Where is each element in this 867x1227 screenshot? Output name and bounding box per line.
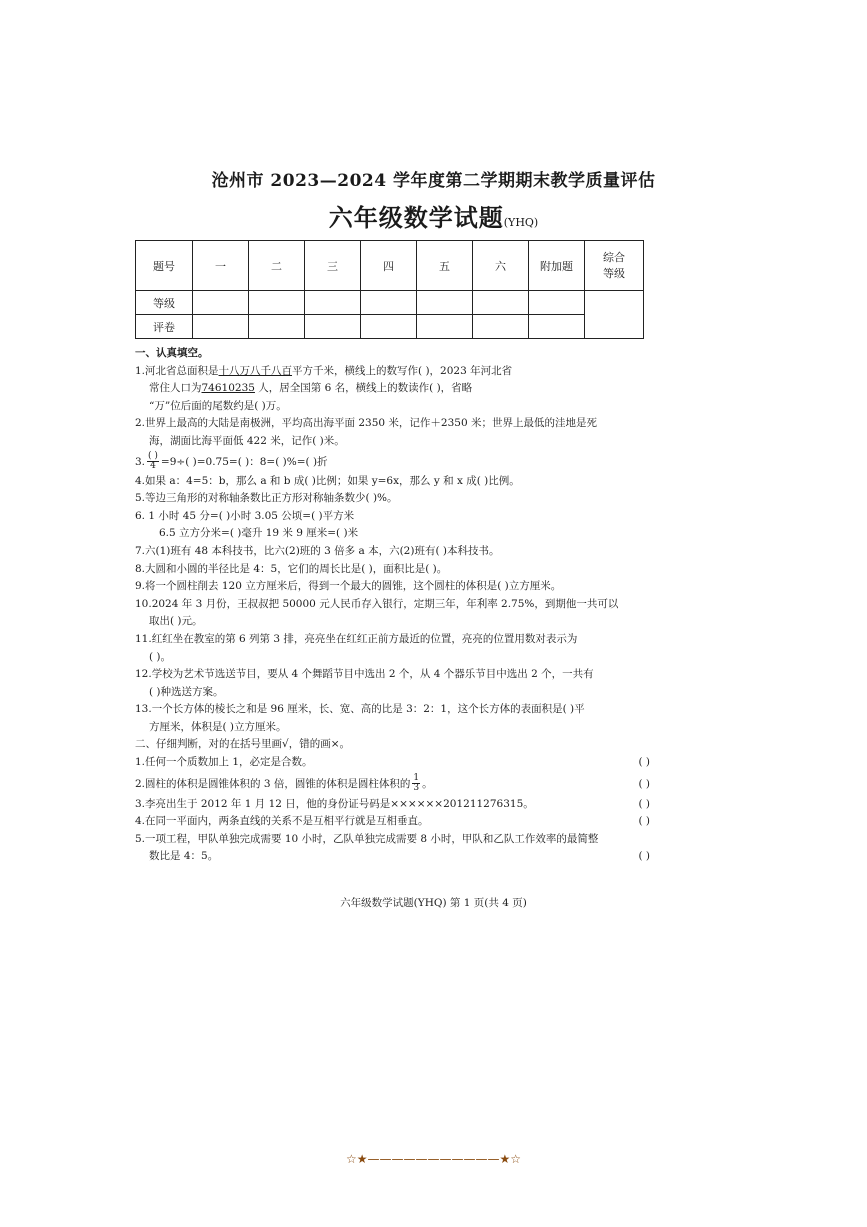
exam-title: 沧州市 2023—2024 学年度第二学期期末教学质量评估 <box>211 171 656 191</box>
fraction-numerator: ( ) <box>148 451 158 462</box>
question-text: 平方千米，横线上的数写作( )，2023 年河北省 <box>292 364 513 377</box>
score-cell[interactable] <box>305 315 361 339</box>
score-cell[interactable] <box>529 315 585 339</box>
question-text: 人，居全国第 6 名，横线上的数读作( )，省略 <box>254 382 473 395</box>
question-text: =9÷( )=0.75=( )：8=( )%=( )折 <box>160 455 328 468</box>
fraction <box>412 774 420 793</box>
page-footer: 六年级数学试题(YHQ) 第 1 页(共 4 页) <box>340 897 527 909</box>
exam-code: (YHQ) <box>503 216 539 229</box>
question-text: 1.河北省总面积是 <box>135 364 219 377</box>
question-text: 3. <box>135 455 146 468</box>
question-line <box>135 451 650 473</box>
fraction-denominator: 3 <box>413 783 420 794</box>
question-line: 9.将一个圆柱削去 120 立方厘米后，得到一个最大的圆锥，这个圆柱的体积是( )立方厘米。 <box>135 580 562 593</box>
question-line: ( )。 <box>149 650 172 663</box>
question-line: 6. 1 小时 45 分=( )小时 3.05 公顷=( )平方米 <box>135 509 355 522</box>
decorative-star-divider: ☆★———————————★☆ <box>345 1152 522 1166</box>
score-cell[interactable] <box>473 291 529 315</box>
exam-subtitle <box>0 198 867 233</box>
question-line: 11.红红坐在教室的第 6 列第 3 排，亮亮坐在红红正前方最近的位置，亮亮的位置用数对表示为 <box>135 632 578 645</box>
judge-line <box>135 848 650 866</box>
score-cell[interactable] <box>249 315 305 339</box>
score-header-cell: 五 <box>417 241 473 291</box>
judge-line <box>135 772 650 796</box>
fraction <box>147 452 159 471</box>
score-cell[interactable] <box>417 291 473 315</box>
underlined-text: 十八万八千八百 <box>218 364 293 377</box>
score-cell-total[interactable] <box>585 291 644 339</box>
question-line: 取出( )元。 <box>149 615 203 628</box>
score-row-label: 评卷 <box>136 315 193 339</box>
question-line: 12.学校为艺术节选送节目，要从 4 个舞蹈节目中选出 2 个，从 4 个器乐节目中选出 2 个，一共有 <box>135 668 594 681</box>
question-line: 6.5 立方分米=( )毫升 19 米 9 厘米=( )米 <box>159 527 359 540</box>
answer-parentheses[interactable]: ( ) <box>638 797 650 810</box>
score-cell[interactable] <box>529 291 585 315</box>
section-heading: 二、仔细判断，对的在括号里画√，错的画×。 <box>135 738 350 751</box>
question-text: 4.在同一平面内，两条直线的关系不是互相平行就是互相垂直。 <box>135 815 429 828</box>
question-text: 数比是 4：5。 <box>149 850 219 863</box>
question-line <box>135 380 650 398</box>
score-cell[interactable] <box>193 315 249 339</box>
exam-subtitle-text: 六年级数学试题 <box>328 203 504 232</box>
question-line: 8.大圆和小圆的半径比是 4：5，它们的周长比是( )，面积比是( )。 <box>135 562 448 575</box>
judge-line <box>135 813 650 831</box>
question-text: 1.任何一个质数加上 1，必定是合数。 <box>135 756 313 769</box>
question-line: 方厘米，体积是( )立方厘米。 <box>149 720 287 733</box>
score-cell[interactable] <box>361 291 417 315</box>
question-line: 4.如果 a：4=5：b，那么 a 和 b 成( )比例；如果 y=6x，那么 y 和 x 成( )比例。 <box>135 474 520 487</box>
underlined-text: 74610235 <box>201 382 255 395</box>
question-line: 7.六(1)班有 48 本科技书，比六(2)班的 3 倍多 a 本，六(2)班有( )本科技书。 <box>135 544 500 557</box>
fraction-numerator: 1 <box>413 773 420 784</box>
question-text: 常住人口为 <box>149 382 202 395</box>
judge-line: 5.一项工程，甲队单独完成需要 10 小时，乙队单独完成需要 8 小时，甲队和乙队工作效率的最简整 <box>135 832 599 845</box>
score-header-cell: 附加题 <box>529 241 585 291</box>
score-cell[interactable] <box>249 291 305 315</box>
question-line: 2.世界上最高的大陆是南极洲，平均高出海平面 2350 米，记作＋2350 米；世界上最低的洼地是死 <box>135 417 597 430</box>
answer-parentheses[interactable]: ( ) <box>638 815 650 828</box>
question-line: “万”位后面的尾数约是( )万。 <box>149 399 287 412</box>
exam-content <box>135 345 650 866</box>
score-header-cell: 题号 <box>136 241 193 291</box>
question-line <box>135 363 650 381</box>
score-row-label: 等级 <box>136 291 193 315</box>
score-cell[interactable] <box>193 291 249 315</box>
score-header-cell: 四 <box>361 241 417 291</box>
question-line: 海，湖面比海平面低 422 米，记作( )米。 <box>149 434 345 447</box>
score-header-cell: 一 <box>193 241 249 291</box>
question-text: 。 <box>422 777 433 790</box>
question-line: ( )种选送方案。 <box>149 685 224 698</box>
judge-line <box>135 754 650 772</box>
question-text: 3.李亮出生于 2012 年 1 月 12 日，他的身份证号码是××××××201211276315。 <box>135 797 534 810</box>
score-header-cell: 三 <box>305 241 361 291</box>
score-cell[interactable] <box>361 315 417 339</box>
question-line: 13.一个长方体的棱长之和是 96 厘米，长、宽、高的比是 3：2：1，这个长方体的表面积是( )平 <box>135 703 585 716</box>
fraction-denominator: 4 <box>150 461 156 472</box>
judge-line <box>135 796 650 814</box>
score-header-cell: 二 <box>249 241 305 291</box>
score-cell[interactable] <box>305 291 361 315</box>
question-line: 5.等边三角形的对称轴条数比正方形对称轴条数少( )%。 <box>135 492 398 505</box>
question-line: 10.2024 年 3 月份，王叔叔把 50000 元人民币存入银行，定期三年，年利率 2.75%，到期他一共可以 <box>135 597 619 610</box>
question-text: 2.圆柱的体积是圆锥体积的 3 倍，圆锥的体积是圆柱体积的 <box>135 777 411 790</box>
score-cell[interactable] <box>417 315 473 339</box>
answer-parentheses[interactable]: ( ) <box>638 756 650 769</box>
score-header-cell: 综合 等级 <box>585 241 644 291</box>
score-cell[interactable] <box>473 315 529 339</box>
answer-parentheses[interactable]: ( ) <box>638 777 650 790</box>
section-heading: 一、认真填空。 <box>135 347 209 359</box>
answer-parentheses[interactable]: ( ) <box>638 850 650 863</box>
score-header-cell: 六 <box>473 241 529 291</box>
score-table <box>135 240 644 339</box>
